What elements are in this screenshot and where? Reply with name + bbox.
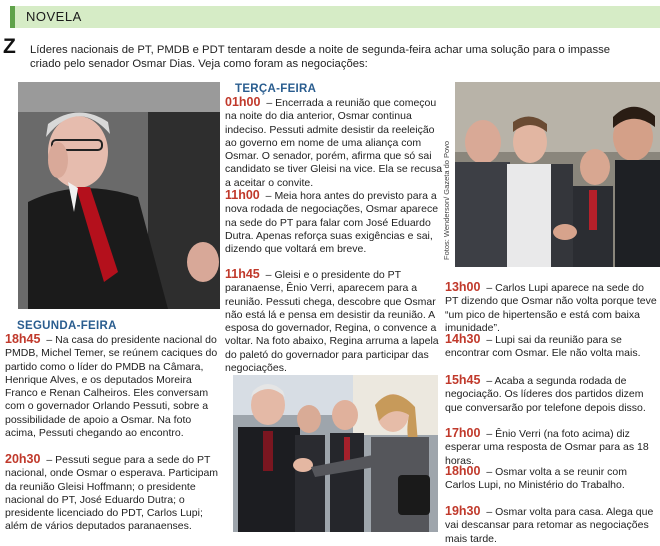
timeline-entry [445,333,659,361]
photo-credit: Fotos: Wenderson/ Gazeta do Povo [442,140,451,260]
entry-text: – Osmar volta a se reunir com Carlos Lupi, no Ministério do Trabalho. [445,466,628,492]
timeline-entry [445,427,659,468]
section-segunda-title: SEGUNDA-FEIRA [17,320,117,332]
photo-meeting-group [455,82,660,267]
entry-time: 18h45 [5,332,41,346]
timeline-entry [445,505,659,546]
entry-text: – Acaba a segunda rodada de negociação. Os líderes dos partidos dizem que conversarão por telefone depois disso. [445,375,646,414]
section-header [10,6,660,28]
timeline-entry [445,465,659,493]
entry-time: 18h00 [445,464,481,478]
entry-text: – Encerrada a reunião que começou na noite do dia anterior, Osmar continua indeciso. Pessuti admite desistir da reeleição ao governo em nome de uma aliança com Osmar. O senador, porém, afirma que só sai candidato se tiver Gleisi na vice. Ela se recusa a aceitar o convite. [225,97,443,189]
photo-regina-lapel [233,375,438,532]
header-accent-bar [10,6,15,28]
timeline-entry [225,96,447,190]
timeline-entry [225,189,447,256]
entry-time: 20h30 [5,452,41,466]
entry-time: 14h30 [445,332,481,346]
entry-text: – Lupi sai da reunião para se encontrar com Osmar. Ele não volta mais. [445,334,641,360]
entry-text: – Gleisi e o presidente do PT paranaense, Ênio Verri, aparecem para a reunião. Pessuti chega, descobre que Osmar não está lá e pensa em desistir da reunião. A esposa do governador, Regina, o convence a voltar. Na foto abaixo, Regina arruma a lapela do paletó do governador para participar das negociações. [225,269,439,375]
photo-pessuti-car [18,82,220,309]
entry-text: – Osmar volta para casa. Alega que vai descansar para retomar as negociações mais tarde. [445,506,654,545]
z-logo-icon: Z [3,35,16,58]
entry-time: 17h00 [445,426,481,440]
section-terca-title: TERÇA-FEIRA [235,83,317,95]
timeline-entry [445,281,659,335]
timeline-entry [5,453,222,534]
entry-time: 01h00 [225,95,261,109]
intro-text: Líderes nacionais de PT, PMDB e PDT tentaram desde a noite de segunda-feira achar uma solução para o impasse criado pelo senador Osmar Dias. Veja como foram as negociações: [30,44,611,70]
entry-time: 15h45 [445,373,481,387]
entry-time: 13h00 [445,280,481,294]
timeline-entry [225,268,447,375]
timeline-entry [5,333,222,440]
entry-text: – Meia hora antes do previsto para a nova rodada de negociações, Osmar aparece na sede do PT para falar com José Eduardo Dutra. Apenas reforça suas exigências e sai, dizendo que voltará em breve. [225,190,439,256]
timeline-entry [445,374,659,415]
entry-text: – Pessuti segue para a sede do PT nacional, onde Osmar o esperava. Participam da reunião Gleisi Hoffmann; o presidente nacional do PT, José Eduardo Dutra; o presidente licenciado do PDT, Carlos Lupi; além de vários deputados paranaenses. [5,454,219,533]
entry-text: – Na casa do presidente nacional do PMDB, Michel Temer, se reúnem caciques do partido como o líder do PMDB na Câmara, Henrique Alves, e os deputados Moreira Franco e Renan Calheiros. Eles conversam com o governador Orlando Pessuti, sobre a possibilidade de apoio a Osmar. Na foto acima, Pessuti chegando ao encontro. [5,334,218,440]
entry-time: 11h45 [225,267,260,281]
entry-text: – Carlos Lupi aparece na sede do PT dizendo que Osmar não volta porque teve “um pico de hipertensão e está com baixa imunidade”. [445,282,657,334]
entry-time: 19h30 [445,504,481,518]
entry-time: 11h00 [225,188,260,202]
entry-text: – Ênio Verri (na foto acima) diz esperar uma resposta de Osmar para as 18 horas. [445,428,649,467]
section-title: NOVELA [26,9,82,24]
